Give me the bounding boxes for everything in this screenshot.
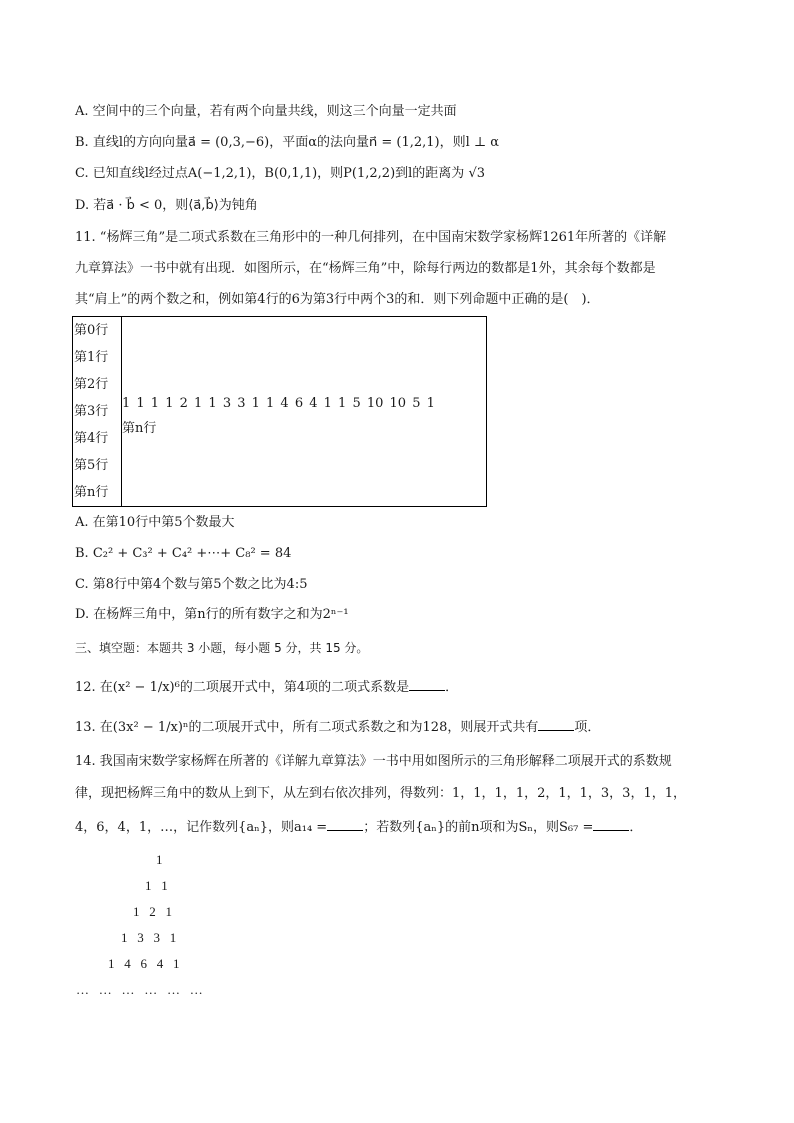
yanghui-table [72,316,487,507]
q11-option-b: B. C₂² + C₃² + C₄² +⋯+ C₈² = 84 [75,546,292,561]
q11-stem-line1: 11. “杨辉三角”是二项式系数在三角形中的一种几何排列，在中国南宋数学家杨辉1261年所著的《详解 [75,230,667,245]
row-label-column [73,317,122,507]
row-label: 第3行 [74,404,109,419]
triangle-row-4: 1 4 6 4 1 [108,956,180,971]
q11-option-d: D. 在杨辉三角中，第n行的所有数字之和为2ⁿ⁻¹ [75,607,349,622]
q10-option-c: C. 已知直线l经过点A(−1,2,1)，B(0,1,1)，则P(1,2,2)到l的距离为 √3 [75,166,485,181]
q14-line1: 14. 我国南宋数学家杨辉在所著的《详解九章算法》一书中用如图所示的三角形解释二项展开式的系数规 [75,754,672,769]
q12-line [75,676,458,698]
q13-text: 13. 在(3x² − 1/x)ⁿ的二项展开式中，所有二项式系数之和为128，则展开式共有 [75,720,539,735]
q13-text-end: 项． [574,720,601,735]
q14-line3 [75,816,642,838]
row-label: 第n行 [74,485,109,500]
row-label: 第5行 [74,458,109,473]
triangle-row-2: 1 2 1 [133,904,172,919]
table-content-tail: 第n行 [122,420,157,436]
row-label: 第0行 [74,323,109,338]
answer-blank[interactable] [327,816,363,831]
q14-line2: 律，现把杨辉三角中的数从上到下，从左到右依次排列，得数列：1，1，1，1，2，1，1，3，3，1，1， [75,786,686,801]
q11-stem-line2: 九章算法》一书中就有出现．如图所示，在“杨辉三角”中，除每行两边的数都是1外，其余每个数都是 [75,261,656,276]
triangle-row-0: 1 [156,852,163,867]
triangle-row-5: … … … … … … [76,982,203,997]
table-content-numbers: 1 1 1 1 2 1 1 3 3 1 1 4 6 4 1 1 5 10 10 5 1 [122,395,435,411]
q14-text-end: ． [629,820,643,835]
q14-text: ；若数列{aₙ}的前n项和为Sₙ，则S₆₇ = [363,820,594,835]
q10-option-a: A. 空间中的三个向量，若有两个向量共线，则这三个向量一定共面 [75,104,457,119]
section-heading: 三、填空题：本题共 3 小题，每小题 5 分，共 15 分。 [75,641,369,655]
table-content-cell [122,317,487,507]
triangle-row-1: 1 1 [145,878,168,893]
q10-option-b: B. 直线l的方向向量a⃗ = (0,3,−6)，平面α的法向量n⃗ = (1,2,1)，则l ⊥ α [75,135,500,150]
q11-option-c: C. 第8行中第4个数与第5个数之比为4:5 [75,577,308,592]
q13-line [75,716,600,738]
q10-option-d: D. 若a⃗ · b⃗ < 0，则⟨a⃗,b⃗⟩为钝角 [75,198,258,213]
row-label: 第1行 [74,350,109,365]
q11-option-a: A. 在第10行中第5个数最大 [75,515,235,530]
triangle-row-3: 1 3 3 1 [121,930,177,945]
answer-blank[interactable] [538,716,574,731]
q12-text: 12. 在(x² − 1/x)⁶的二项展开式中，第4项的二项式系数是 [75,680,410,695]
answer-blank[interactable] [593,816,629,831]
answer-blank[interactable] [409,676,445,691]
q14-text: 4，6，4，1，…，记作数列{aₙ}，则a₁₄ = [75,820,328,835]
row-label: 第4行 [74,431,109,446]
row-label: 第2行 [74,377,109,392]
q12-text-end: ． [445,680,459,695]
q11-stem-line3: 其“肩上”的两个数之和，例如第4行的6为第3行中两个3的和．则下列命题中正确的是( )． [75,292,600,307]
